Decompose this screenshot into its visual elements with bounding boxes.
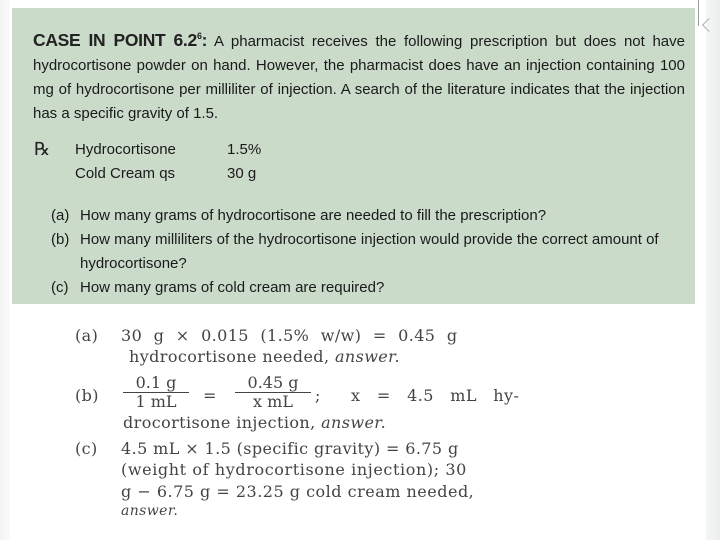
fraction: $\frac{0.1 g}{1 mL}$ bbox=[123, 374, 189, 411]
answer-a-line1: 30 g × 0.015 (1.5% w/w) = 0.45 g bbox=[121, 326, 458, 345]
slide-right-edge bbox=[706, 0, 720, 540]
questions-list bbox=[51, 204, 681, 300]
answer-c-line1: 4.5 mL × 1.5 (specific gravity) = 6.75 g bbox=[121, 439, 459, 458]
case-heading: CASE IN POINT $6.2^6$: bbox=[33, 29, 208, 50]
question-item: (a) How many grams of hydrocortisone are needed to fill the prescription? bbox=[51, 207, 547, 224]
answer-b-line2: drocortisone injection, answer. bbox=[123, 413, 387, 432]
case-intro-paragraph bbox=[33, 24, 685, 126]
answer-b-result: x = 4.5 mL hy- bbox=[351, 386, 520, 405]
answer-b-label: (b) bbox=[75, 386, 99, 405]
separator: ; bbox=[315, 386, 321, 405]
rx-item-name: Hydrocortisone bbox=[75, 141, 176, 158]
equals-sign: = bbox=[203, 386, 217, 405]
fraction: $\frac{0.45 g}{\text{x mL}}$ bbox=[235, 374, 311, 411]
answer-c-label: (c) bbox=[75, 439, 98, 458]
question-item: (b) How many milliliters of the hydrocortisone injection would provide the correct amount of hydrocortisone? bbox=[51, 231, 659, 272]
case-heading-superscript: 6 bbox=[196, 31, 202, 41]
answer-c-line4: answer. bbox=[121, 503, 179, 519]
answer-c-line2: (weight of hydrocortisone injection); 30 bbox=[121, 460, 467, 479]
question-item: (c) How many grams of cold cream are required? bbox=[51, 279, 385, 296]
rx-item-amount: 1.5% bbox=[227, 141, 262, 158]
answer-a-label: (a) bbox=[75, 326, 99, 345]
answer-a-line2: hydrocortisone needed, answer. bbox=[129, 347, 400, 366]
rx-icon: ℞ bbox=[34, 139, 51, 160]
case-text: A pharmacist receives the following prescription but does not have hydrocortisone powder on hand. However, the pharmacist does have an injection containing 100 mg of hydrocortisone per milliliter of injection. A search of the literature indicates that the injection has a specific gravity of 1.5. bbox=[33, 32, 685, 122]
rx-item-amount: 30 g bbox=[227, 165, 257, 182]
rx-item-name: Cold Cream qs bbox=[75, 165, 176, 182]
slide-corner-line bbox=[698, 0, 699, 26]
slide-left-edge bbox=[0, 0, 10, 540]
answer-c-line3: g − 6.75 g = 23.25 g cold cream needed, bbox=[121, 482, 475, 501]
